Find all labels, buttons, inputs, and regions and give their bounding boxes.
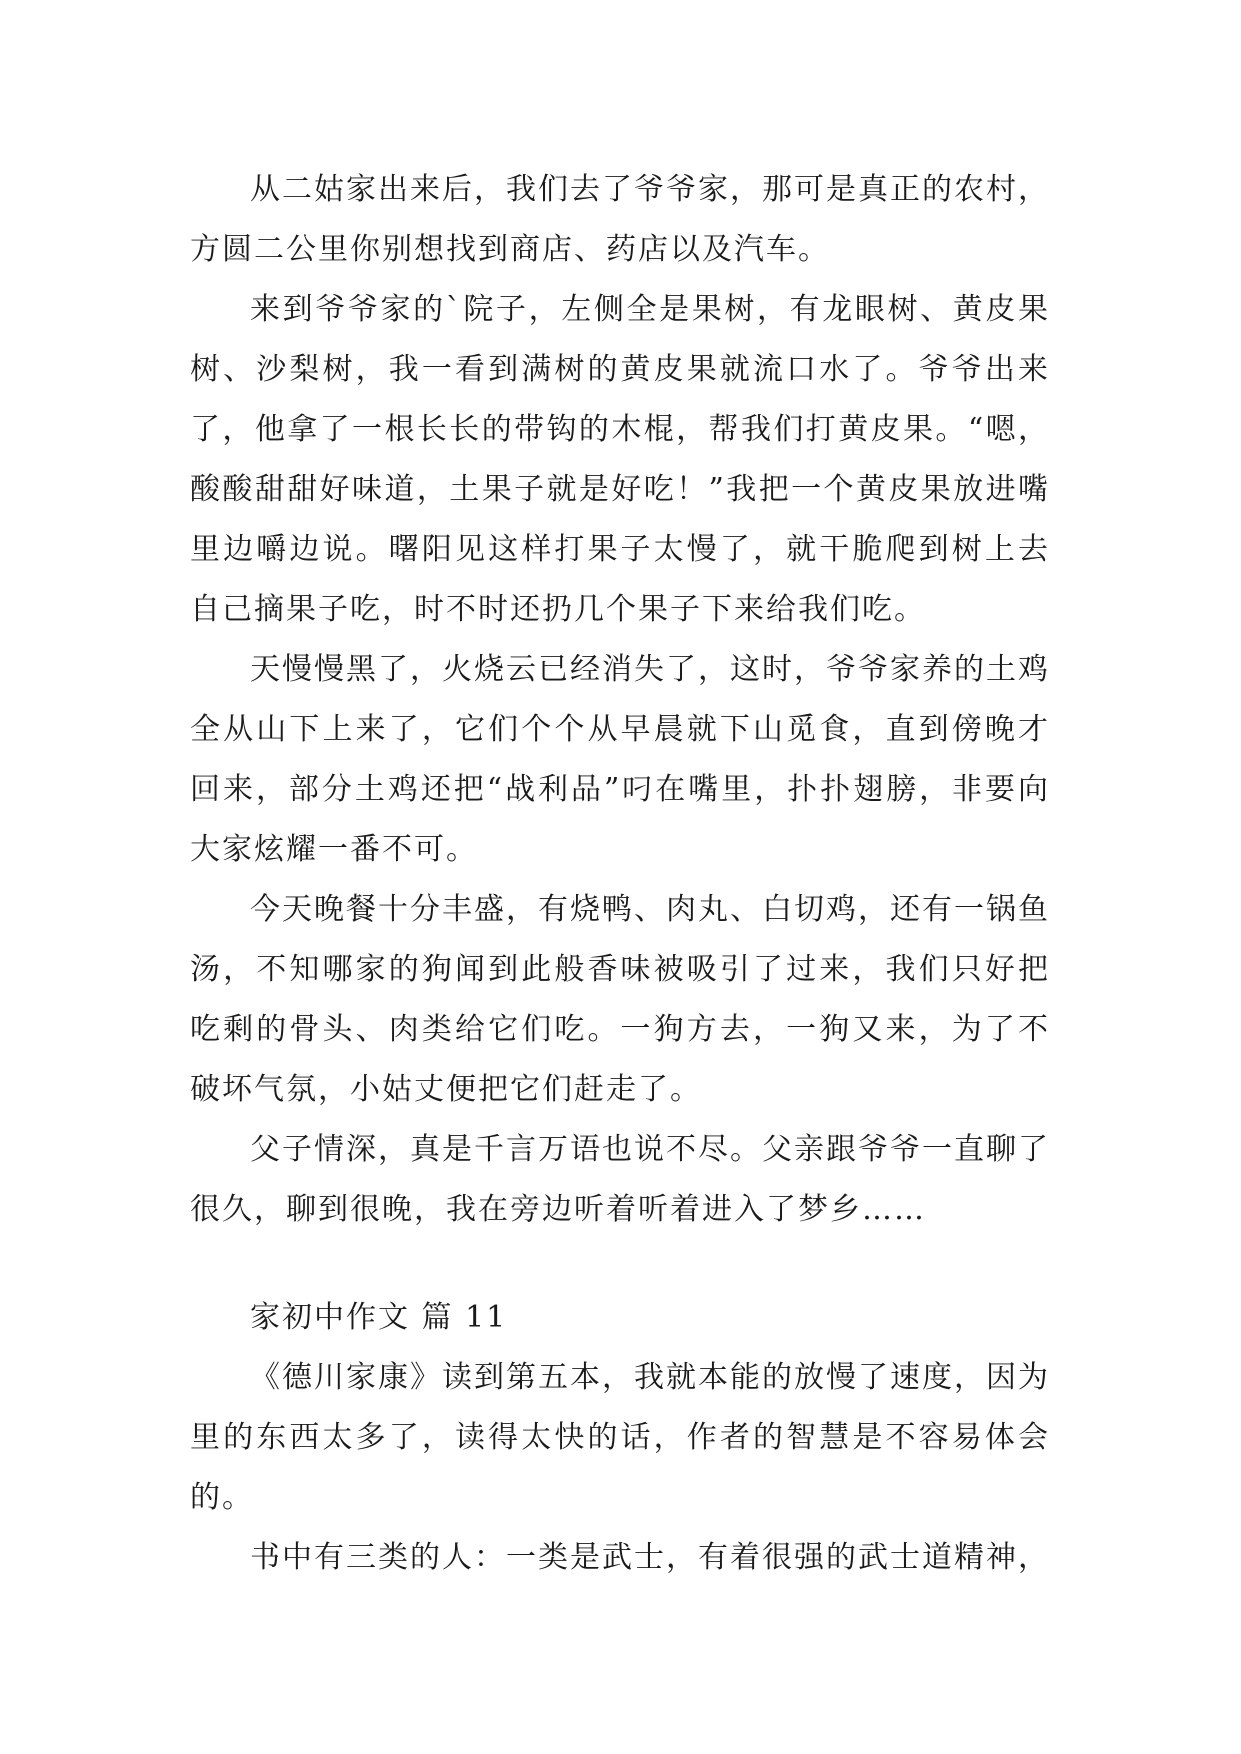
paragraph-dinner: 今天晚餐十分丰盛，有烧鸭、肉丸、白切鸡，还有一锅鱼汤，不知哪家的狗闻到此般香味被吸引了过来，我们只好把吃剩的骨头、肉类给它们吃。一狗方去，一狗又来，为了不破坏气氛，小姑丈便把它们赶走了。 <box>190 892 1050 1107</box>
document-page <box>190 160 1050 1588</box>
paragraph-book-reading: 《德川家康》读到第五本，我就本能的放慢了速度，因为里的东西太多了，读得太快的话，作者的智慧是不容易体会的。 <box>190 1360 1050 1515</box>
section-heading: 家初中作文 篇 11 <box>250 1300 508 1335</box>
paragraph-father-and-son: 父子情深，真是千言万语也说不尽。父亲跟爷爷一直聊了很久，聊到很晚，我在旁边听着听着进入了梦乡…… <box>190 1132 1050 1227</box>
paragraph-chickens-return: 天慢慢黑了，火烧云已经消失了，这时，爷爷家养的土鸡全从山下上来了，它们个个从早晨就下山觅食，直到傍晚才回来，部分土鸡还把“战利品”叼在嘴里，扑扑翅膀，非要向大家炫耀一番不可。 <box>190 652 1050 867</box>
paragraph-three-kinds-of-people: 书中有三类的人：一类是武士，有着很强的武士道精神， <box>250 1540 1050 1575</box>
paragraph-village-arrival: 从二姑家出来后，我们去了爷爷家，那可是真正的农村，方圆二公里你别想找到商店、药店以及汽车。 <box>190 172 1050 267</box>
paragraph-courtyard-fruit-trees: 来到爷爷家的`院子，左侧全是果树，有龙眼树、黄皮果树、沙梨树，我一看到满树的黄皮果就流口水了。爷爷出来了，他拿了一根长长的带钩的木棍，帮我们打黄皮果。“嗯，酸酸甜甜好味道，土果子就是好吃！”我把一个黄皮果放进嘴里边嚼边说。曙阳见这样打果子太慢了，就干脆爬到树上去自己摘果子吃，时不时还扔几个果子下来给我们吃。 <box>190 292 1050 627</box>
